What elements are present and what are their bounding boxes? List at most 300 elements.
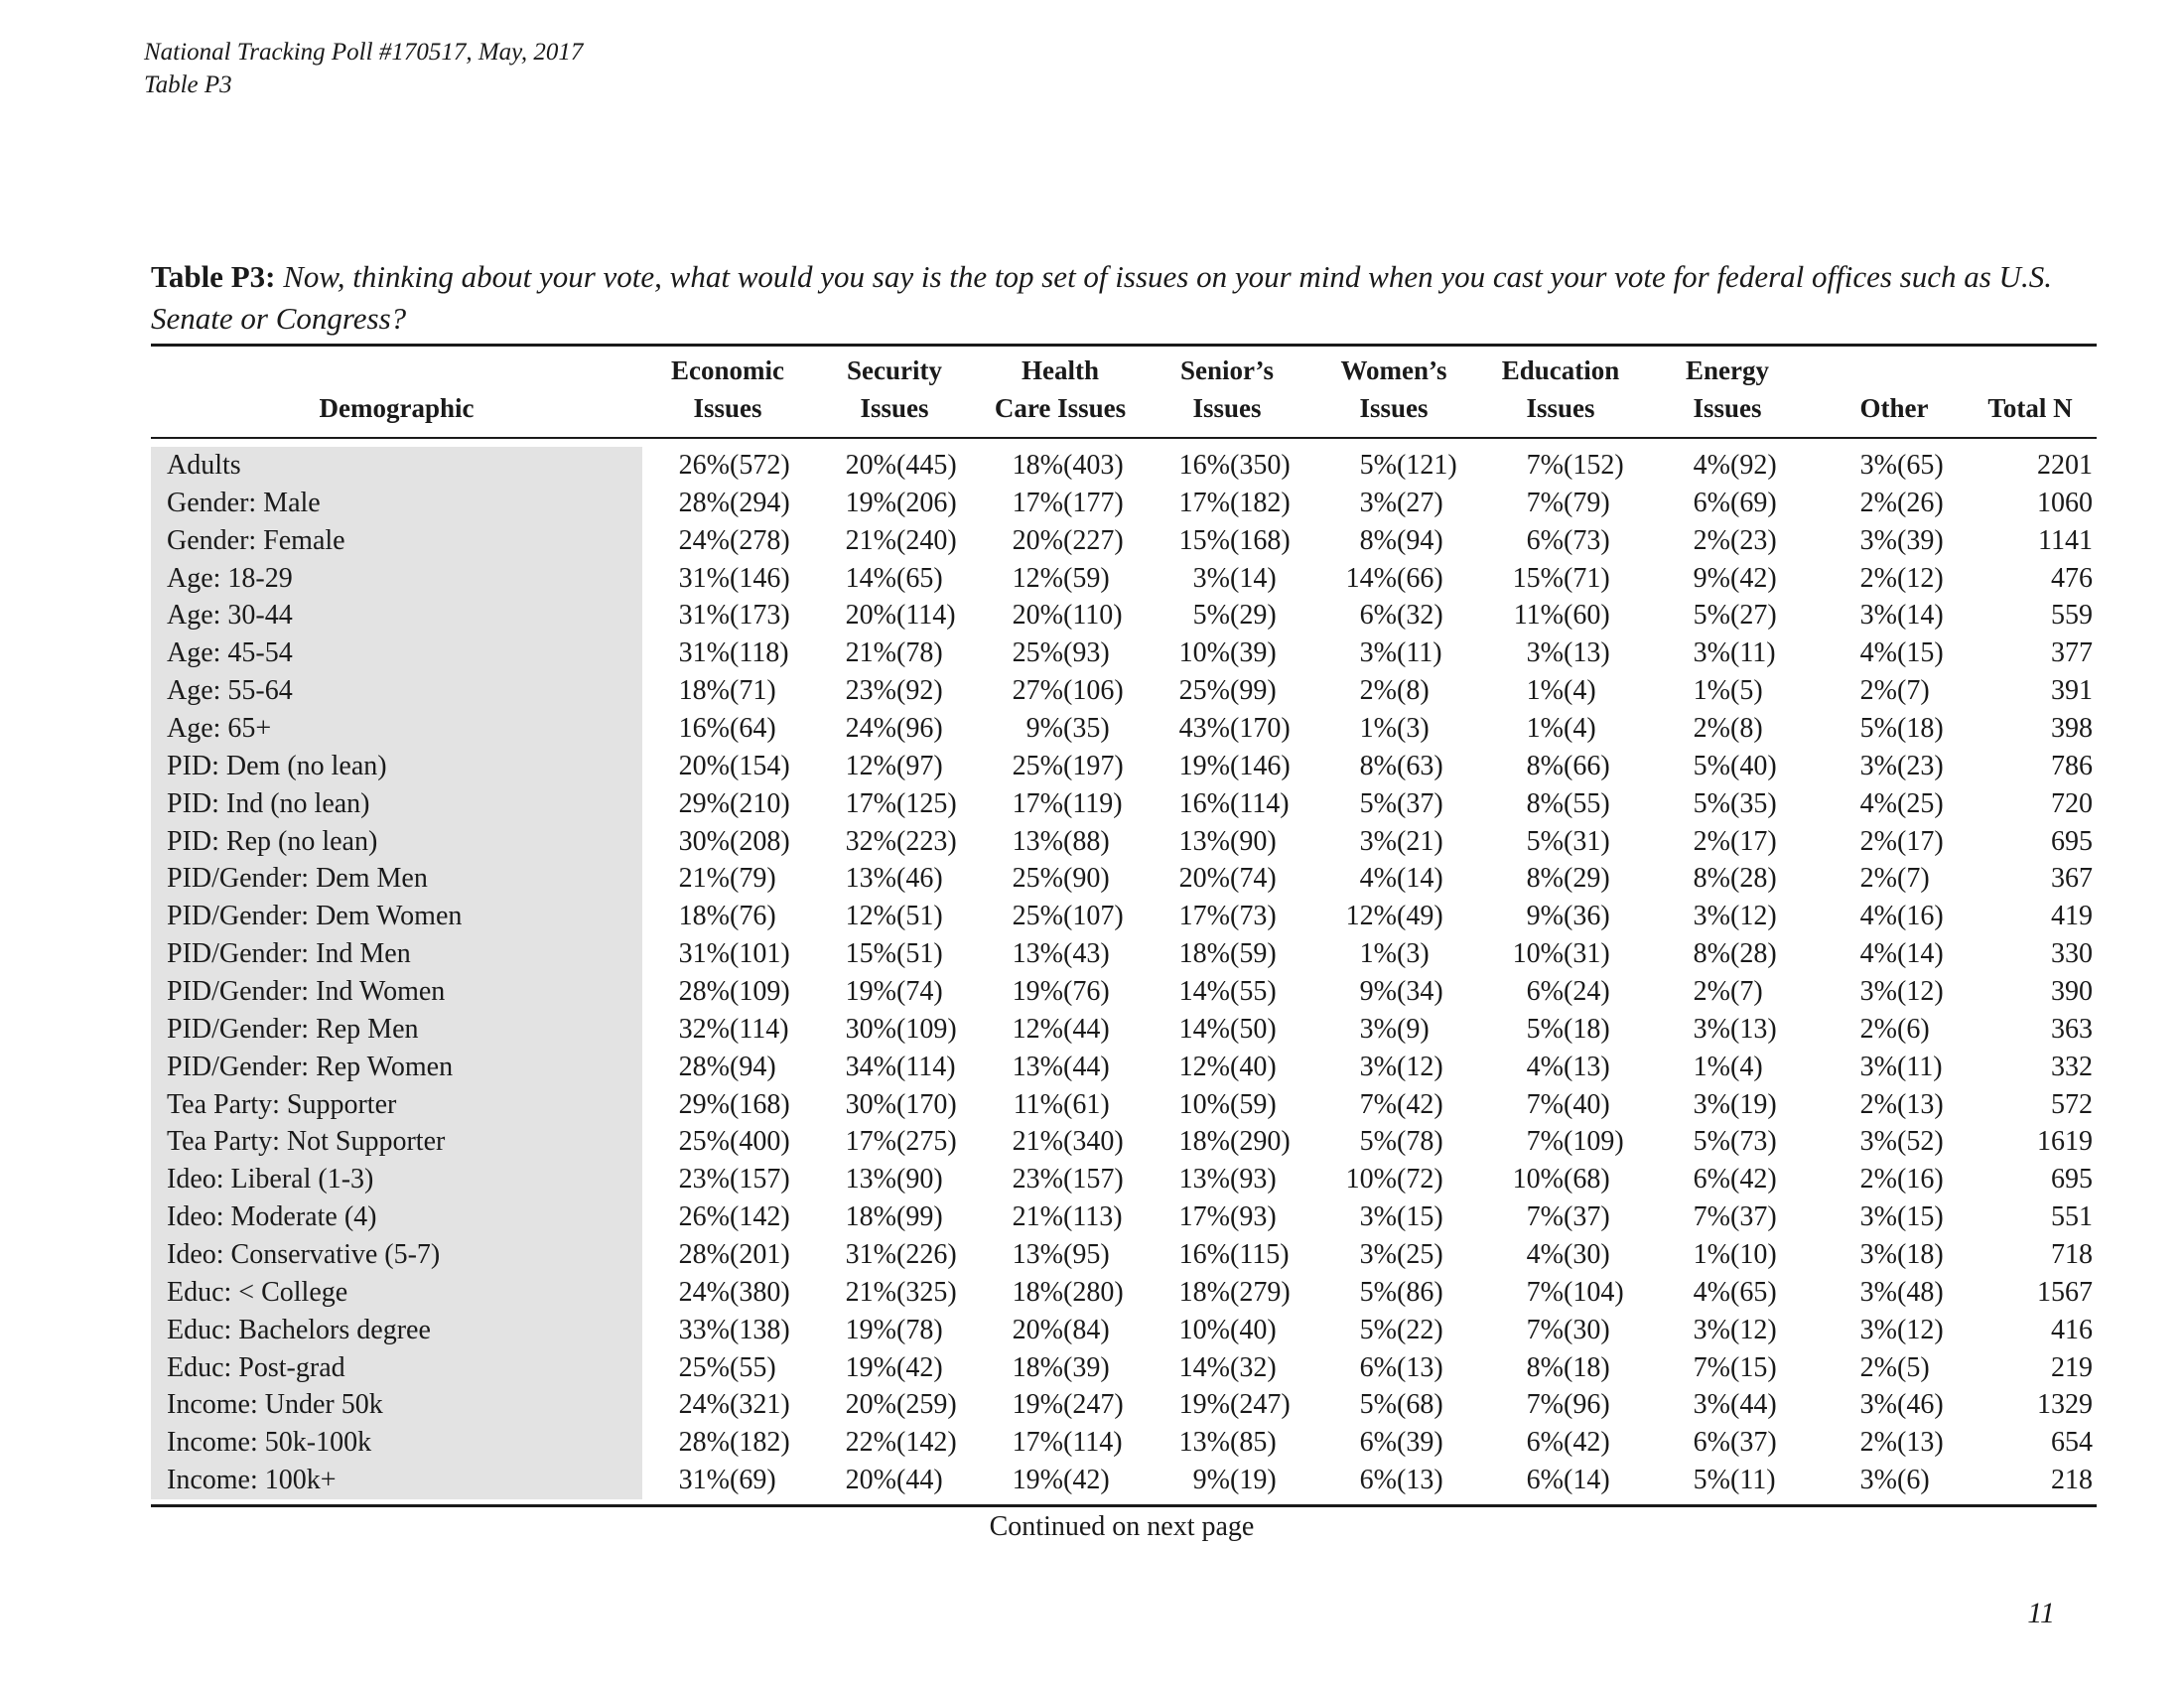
cell-percent: 24% (678, 1389, 730, 1421)
cell-count: (142) (896, 1427, 957, 1459)
cell-count: (8) (1730, 712, 1763, 744)
cell-count: (107) (1063, 901, 1124, 932)
row-label: PID: Dem (no lean) (167, 750, 387, 781)
cell-percent: 11% (1013, 1088, 1063, 1120)
cell-count: (11) (1730, 637, 1776, 669)
cell-percent: 1% (1693, 1051, 1730, 1082)
cell-percent: 20% (845, 1389, 896, 1421)
cell-percent: 18% (678, 675, 730, 707)
cell-count: (50) (1230, 1013, 1277, 1045)
cell-percent: 21% (1012, 1201, 1063, 1233)
cell-count: (40) (1230, 1051, 1277, 1082)
cell-count: (32) (1230, 1351, 1277, 1383)
cell-count: (19) (1730, 1088, 1777, 1120)
cell-count: (55) (730, 1351, 776, 1383)
cell-count: (12) (1897, 975, 1944, 1007)
cell-count: (96) (896, 712, 943, 744)
cell-total: 720 (2051, 787, 2093, 819)
cell-percent: 25% (1012, 637, 1063, 669)
cell-count: (74) (896, 975, 943, 1007)
cell-count: (18) (1897, 712, 1944, 744)
cell-percent: 28% (678, 975, 730, 1007)
cell-count: (40) (1564, 1088, 1610, 1120)
cell-percent: 28% (678, 1238, 730, 1270)
cell-percent: 3% (1859, 1389, 1897, 1421)
cell-percent: 3% (1859, 750, 1897, 781)
row-label: Ideo: Moderate (4) (167, 1201, 377, 1233)
cell-count: (55) (1230, 975, 1277, 1007)
cell-percent: 6% (1693, 1164, 1730, 1196)
cell-count: (29) (1564, 863, 1610, 895)
cell-total: 391 (2051, 675, 2093, 707)
cell-percent: 2% (1859, 675, 1897, 707)
cell-count: (15) (1730, 1351, 1777, 1383)
cell-percent: 2% (1693, 975, 1730, 1007)
col-header-education: Education Issues (1501, 355, 1620, 423)
cell-count: (114) (730, 1013, 789, 1045)
cell-percent: 2% (1693, 825, 1730, 857)
cell-percent: 17% (1178, 487, 1230, 518)
cell-count: (109) (1564, 1126, 1624, 1158)
cell-total: 330 (2051, 938, 2093, 970)
cell-count: (68) (1564, 1164, 1610, 1196)
cell-percent: 1% (1359, 938, 1397, 970)
cell-percent: 32% (845, 825, 896, 857)
cell-count: (30) (1564, 1238, 1610, 1270)
table-id: Table P3 (144, 71, 232, 98)
row-label: Educ: Post-grad (167, 1351, 345, 1383)
cell-percent: 3% (1859, 975, 1897, 1007)
cell-percent: 6% (1359, 1351, 1397, 1383)
cell-percent: 7% (1526, 449, 1564, 481)
cell-percent: 12% (1012, 1013, 1063, 1045)
table-row (151, 1198, 2093, 1236)
cell-percent: 8% (1693, 938, 1730, 970)
cell-percent: 5% (1859, 712, 1897, 744)
cell-percent: 29% (678, 1088, 730, 1120)
cell-percent: 4% (1859, 938, 1897, 970)
cell-percent: 3% (1859, 600, 1897, 632)
cell-count: (37) (1397, 787, 1443, 819)
cell-count: (223) (896, 825, 957, 857)
cell-count: (22) (1397, 1314, 1443, 1345)
cell-percent: 31% (678, 562, 730, 594)
table-row (151, 1349, 2093, 1387)
cell-count: (92) (1730, 449, 1777, 481)
cell-count: (94) (730, 1051, 776, 1082)
cell-total: 476 (2051, 562, 2093, 594)
cell-percent: 13% (1178, 825, 1230, 857)
row-label: Income: Under 50k (167, 1389, 383, 1421)
cell-total: 398 (2051, 712, 2093, 744)
cell-count: (208) (730, 825, 790, 857)
row-label: PID/Gender: Rep Women (167, 1051, 454, 1082)
cell-percent: 5% (1693, 600, 1730, 632)
cell-percent: 8% (1693, 863, 1730, 895)
cell-percent: 7% (1526, 1126, 1564, 1158)
cell-count: (72) (1397, 1164, 1443, 1196)
cell-percent: 7% (1693, 1201, 1730, 1233)
cell-total: 363 (2051, 1013, 2093, 1045)
cell-count: (79) (1564, 487, 1610, 518)
cell-count: (73) (1730, 1126, 1777, 1158)
cell-count: (95) (1063, 1238, 1110, 1270)
cell-count: (39) (1897, 524, 1944, 556)
cell-count: (138) (730, 1314, 790, 1345)
cell-percent: 6% (1359, 1465, 1397, 1496)
cell-count: (118) (730, 637, 789, 669)
cell-count: (10) (1730, 1238, 1777, 1270)
cell-percent: 25% (1012, 750, 1063, 781)
cell-count: (13) (1730, 1013, 1777, 1045)
cell-count: (44) (896, 1465, 943, 1496)
cell-count: (15) (1397, 1201, 1443, 1233)
cell-total: 572 (2051, 1088, 2093, 1120)
cell-count: (84) (1063, 1314, 1110, 1345)
cell-total: 219 (2051, 1351, 2093, 1383)
cell-percent: 6% (1526, 1427, 1564, 1459)
cell-count: (290) (1230, 1126, 1291, 1158)
cell-percent: 4% (1859, 637, 1897, 669)
cell-total: 1619 (2037, 1126, 2093, 1158)
cell-percent: 4% (1859, 787, 1897, 819)
header-rule (151, 437, 2097, 439)
cell-count: (104) (1564, 1276, 1624, 1308)
cell-count: (182) (730, 1427, 790, 1459)
cell-count: (28) (1730, 863, 1777, 895)
row-label: PID: Rep (no lean) (167, 825, 378, 857)
table-row (151, 710, 2093, 748)
cell-percent: 14% (1178, 975, 1230, 1007)
cell-count: (226) (896, 1238, 957, 1270)
cell-percent: 9% (1693, 562, 1730, 594)
cell-percent: 21% (1012, 1126, 1063, 1158)
cell-count: (99) (896, 1201, 943, 1233)
cell-total: 551 (2051, 1201, 2093, 1233)
cell-count: (572) (730, 449, 790, 481)
row-label: Gender: Female (167, 524, 345, 556)
cell-count: (13) (1564, 637, 1610, 669)
row-label: Educ: Bachelors degree (167, 1314, 431, 1345)
cell-percent: 20% (845, 600, 896, 632)
cell-count: (403) (1063, 449, 1124, 481)
cell-percent: 5% (1693, 1126, 1730, 1158)
cell-count: (44) (1730, 1389, 1777, 1421)
cell-count: (39) (1230, 637, 1277, 669)
cell-count: (31) (1564, 825, 1610, 857)
cell-percent: 25% (1012, 901, 1063, 932)
cell-count: (78) (896, 637, 943, 669)
cell-count: (13) (1564, 1051, 1610, 1082)
cell-count: (40) (1730, 750, 1777, 781)
cell-count: (11) (1730, 1465, 1776, 1496)
cell-count: (13) (1397, 1351, 1443, 1383)
cell-count: (36) (1564, 901, 1610, 932)
cell-count: (32) (1397, 600, 1443, 632)
cell-count: (69) (1730, 487, 1777, 518)
cell-percent: 12% (845, 750, 896, 781)
cell-count: (90) (1230, 825, 1277, 857)
cell-percent: 3% (1859, 524, 1897, 556)
cell-count: (325) (896, 1276, 957, 1308)
cell-percent: 23% (678, 1164, 730, 1196)
table-row (151, 748, 2093, 785)
cell-count: (11) (1897, 1051, 1943, 1082)
cell-count: (46) (896, 863, 943, 895)
cell-count: (35) (1730, 787, 1777, 819)
cell-percent: 20% (1178, 863, 1230, 895)
cell-count: (7) (1897, 675, 1930, 707)
cell-count: (14) (1564, 1465, 1610, 1496)
cell-percent: 33% (678, 1314, 730, 1345)
cell-total: 332 (2051, 1051, 2093, 1082)
cell-count: (65) (1730, 1276, 1777, 1308)
row-label: PID/Gender: Rep Men (167, 1013, 419, 1045)
cell-percent: 10% (1512, 938, 1564, 970)
cell-percent: 3% (1192, 562, 1230, 594)
cell-total: 1141 (2038, 524, 2093, 556)
cell-count: (9) (1397, 1013, 1430, 1045)
cell-count: (42) (1063, 1465, 1110, 1496)
cell-percent: 20% (678, 750, 730, 781)
cell-percent: 9% (1526, 901, 1564, 932)
cell-percent: 18% (845, 1201, 896, 1233)
cell-count: (97) (896, 750, 943, 781)
cell-percent: 20% (845, 449, 896, 481)
cell-percent: 13% (1012, 825, 1063, 857)
cell-percent: 19% (845, 975, 896, 1007)
cell-count: (74) (1230, 863, 1277, 895)
cell-count: (43) (1063, 938, 1110, 970)
cell-count: (7) (1897, 863, 1930, 895)
cell-percent: 15% (845, 938, 896, 970)
cell-count: (15) (1897, 1201, 1944, 1233)
cell-percent: 12% (1012, 562, 1063, 594)
row-label: PID: Ind (no lean) (167, 787, 370, 819)
top-rule (151, 344, 2097, 347)
table-row (151, 447, 2093, 485)
cell-count: (18) (1564, 1013, 1610, 1045)
cell-percent: 19% (1012, 1389, 1063, 1421)
cell-percent: 10% (1178, 1314, 1230, 1345)
col-header-energy: Energy Issues (1686, 355, 1769, 423)
cell-percent: 3% (1359, 637, 1397, 669)
cell-percent: 30% (845, 1088, 896, 1120)
cell-percent: 3% (1359, 1201, 1397, 1233)
cell-percent: 3% (1693, 637, 1730, 669)
row-label: Age: 45-54 (167, 637, 293, 669)
cell-count: (201) (730, 1238, 790, 1270)
cell-percent: 18% (1178, 938, 1230, 970)
cell-count: (340) (1063, 1126, 1124, 1158)
cell-count: (27) (1730, 600, 1777, 632)
cell-count: (79) (730, 863, 776, 895)
cell-count: (48) (1897, 1276, 1944, 1308)
cell-count: (93) (1063, 637, 1110, 669)
cell-percent: 6% (1526, 1465, 1564, 1496)
cell-count: (259) (896, 1389, 957, 1421)
cell-percent: 25% (1178, 675, 1230, 707)
cell-count: (21) (1397, 825, 1443, 857)
cell-count: (78) (896, 1314, 943, 1345)
col-header-security: Security Issues (847, 355, 942, 423)
cell-percent: 9% (1359, 975, 1397, 1007)
cell-percent: 27% (1012, 675, 1063, 707)
cell-count: (66) (1564, 750, 1610, 781)
cell-count: (51) (896, 938, 943, 970)
cell-percent: 5% (1359, 1126, 1397, 1158)
cell-percent: 2% (1693, 524, 1730, 556)
cell-count: (37) (1730, 1201, 1777, 1233)
cell-percent: 8% (1526, 787, 1564, 819)
cell-percent: 3% (1693, 1314, 1730, 1345)
cell-count: (51) (896, 901, 943, 932)
cell-count: (4) (1730, 1051, 1763, 1082)
col-header-economic: Economic Issues (671, 355, 784, 423)
cell-count: (71) (730, 675, 776, 707)
cell-percent: 2% (1859, 1427, 1897, 1459)
table-row (151, 1049, 2093, 1086)
cell-percent: 18% (1012, 1351, 1063, 1383)
cell-percent: 18% (678, 901, 730, 932)
cell-count: (321) (730, 1389, 790, 1421)
cell-count: (182) (1230, 487, 1291, 518)
cell-count: (23) (1730, 524, 1777, 556)
cell-count: (206) (896, 487, 957, 518)
cell-percent: 20% (845, 1465, 896, 1496)
cell-percent: 16% (1178, 449, 1230, 481)
cell-count: (31) (1564, 938, 1610, 970)
cell-count: (294) (730, 487, 790, 518)
cell-percent: 24% (845, 712, 896, 744)
row-label: PID/Gender: Ind Women (167, 975, 446, 1007)
row-label: Adults (167, 449, 241, 481)
cell-total: 559 (2051, 600, 2093, 632)
cell-percent: 2% (1859, 487, 1897, 518)
cell-percent: 2% (1859, 863, 1897, 895)
caption-question: Now, thinking about your vote, what would you say is the top set of issues on your mind when you cast your vote for federal offices such as U.S. Senate or Congress? (151, 259, 2052, 336)
cell-count: (52) (1897, 1126, 1944, 1158)
cell-count: (114) (896, 1051, 956, 1082)
cell-count: (4) (1564, 675, 1596, 707)
table-row (151, 1312, 2093, 1349)
cell-count: (119) (1063, 787, 1123, 819)
table-row (151, 672, 2093, 710)
cell-percent: 7% (1693, 1351, 1730, 1383)
cell-total: 695 (2051, 1164, 2093, 1196)
cell-percent: 17% (1012, 1427, 1063, 1459)
cell-percent: 7% (1526, 1389, 1564, 1421)
cell-percent: 25% (678, 1126, 730, 1158)
cell-percent: 19% (845, 487, 896, 518)
cell-percent: 3% (1693, 1088, 1730, 1120)
cell-percent: 3% (1859, 1051, 1897, 1082)
cell-count: (15) (1897, 637, 1944, 669)
cell-percent: 10% (1512, 1164, 1564, 1196)
cell-count: (168) (730, 1088, 790, 1120)
cell-percent: 3% (1359, 1051, 1397, 1082)
cell-percent: 3% (1359, 1238, 1397, 1270)
cell-percent: 19% (845, 1314, 896, 1345)
row-label: PID/Gender: Dem Women (167, 901, 463, 932)
cell-count: (13) (1897, 1427, 1944, 1459)
cell-percent: 20% (1012, 524, 1063, 556)
table-row (151, 1123, 2093, 1161)
cell-count: (71) (1564, 562, 1610, 594)
cell-count: (170) (896, 1088, 957, 1120)
cell-count: (24) (1564, 975, 1610, 1007)
cell-count: (101) (730, 938, 790, 970)
cell-percent: 28% (678, 487, 730, 518)
cell-percent: 3% (1859, 1126, 1897, 1158)
cell-percent: 3% (1359, 1013, 1397, 1045)
cell-percent: 20% (1012, 600, 1063, 632)
cell-percent: 3% (1859, 1465, 1897, 1496)
cell-percent: 7% (1526, 1314, 1564, 1345)
cell-percent: 9% (1025, 712, 1063, 744)
cell-count: (37) (1564, 1201, 1610, 1233)
cell-percent: 13% (1012, 1051, 1063, 1082)
cell-percent: 34% (845, 1051, 896, 1082)
cell-count: (247) (1063, 1389, 1124, 1421)
cell-count: (68) (1397, 1389, 1443, 1421)
cell-percent: 3% (1859, 1238, 1897, 1270)
cell-count: (94) (1397, 524, 1443, 556)
cell-count: (146) (730, 562, 790, 594)
cell-total: 416 (2051, 1314, 2093, 1345)
cell-percent: 10% (1345, 1164, 1397, 1196)
cell-percent: 2% (1859, 1351, 1897, 1383)
cell-percent: 3% (1859, 1314, 1897, 1345)
row-label: Ideo: Conservative (5-7) (167, 1238, 441, 1270)
cell-count: (12) (1730, 901, 1777, 932)
cell-percent: 5% (1526, 1013, 1564, 1045)
table-row (151, 1424, 2093, 1462)
cell-count: (3) (1397, 712, 1430, 744)
row-label: Age: 65+ (167, 712, 272, 744)
cell-count: (25) (1897, 787, 1944, 819)
cell-percent: 28% (678, 1427, 730, 1459)
cell-count: (14) (1897, 600, 1944, 632)
cell-percent: 30% (678, 825, 730, 857)
cell-count: (121) (1397, 449, 1457, 481)
cell-percent: 13% (845, 863, 896, 895)
cell-count: (14) (1897, 938, 1944, 970)
cell-percent: 17% (1012, 487, 1063, 518)
cell-percent: 13% (1178, 1427, 1230, 1459)
cell-percent: 14% (1178, 1013, 1230, 1045)
cell-percent: 8% (1526, 863, 1564, 895)
cell-percent: 19% (845, 1351, 896, 1383)
row-label: Tea Party: Supporter (167, 1088, 397, 1120)
cell-percent: 31% (678, 637, 730, 669)
cell-percent: 16% (678, 712, 730, 744)
table-row (151, 634, 2093, 672)
col-header-seniors: Senior’s Issues (1180, 355, 1274, 423)
cell-percent: 17% (845, 1126, 896, 1158)
cell-total: 695 (2051, 825, 2093, 857)
cell-count: (11) (1397, 637, 1442, 669)
cell-count: (42) (1564, 1427, 1610, 1459)
cell-percent: 3% (1526, 637, 1564, 669)
cell-percent: 7% (1526, 487, 1564, 518)
cell-percent: 16% (1178, 1238, 1230, 1270)
cell-count: (12) (1730, 1314, 1777, 1345)
cell-count: (44) (1063, 1051, 1110, 1082)
cell-percent: 13% (1178, 1164, 1230, 1196)
cell-percent: 3% (1693, 1013, 1730, 1045)
cell-percent: 4% (1693, 449, 1730, 481)
